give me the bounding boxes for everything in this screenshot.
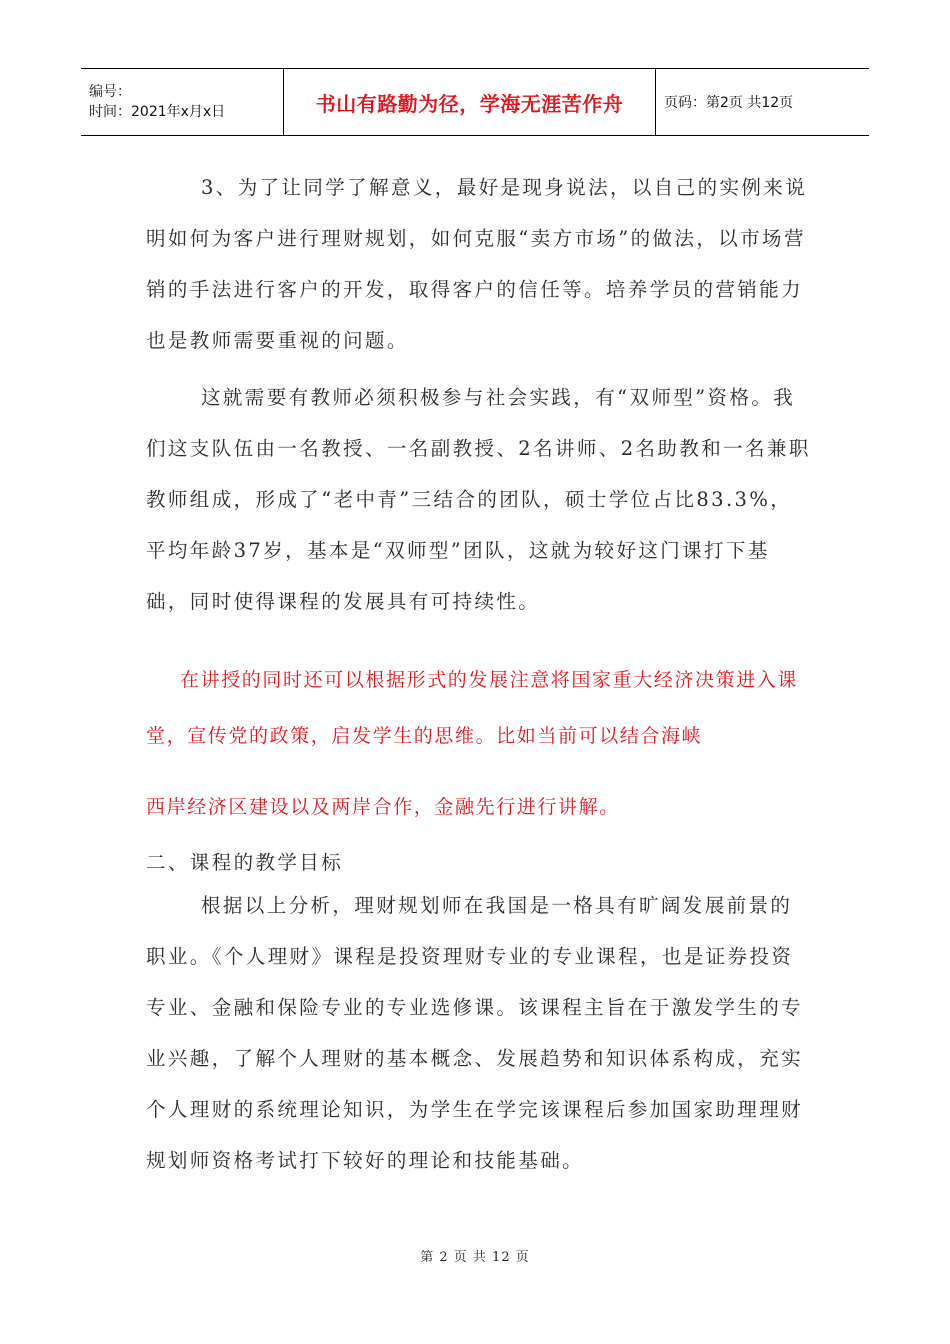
- paragraph-4: 根据以上分析，理财规划师在我国是一格具有旷阔发展前景的职业。《个人理财》课程是投资理财专业的专业课程，也是证券投资专业、金融和保险专业的专业选修课。该课程主旨在于激发学生的专业兴趣，了解个人理财的基本概念、发展趋势和知识体系构成，充实个人理财的系统理论知识，为学生在学完该课程后参加国家助理理财规划师资格考试打下较好的理论和技能基础。: [146, 894, 804, 1172]
- paragraph-2: 这就需要有教师必须积极参与社会实践，有“双师型”资格。我们这支队伍由一名教授、一名副教授、2名讲师、2名助教和一名兼职教师组成，形成了“老中青”三结合的团队，硕士学位占比83.3%，平均年龄37岁，基本是“双师型”团队，这就为较好这门课打下基础，同时使得课程的发展具有可持续性。: [146, 386, 811, 613]
- page-info-text: 页码：第2页 共12页: [664, 95, 794, 111]
- motto-text: 书山有路勤为径，学海无涯苦作舟: [315, 91, 624, 116]
- header-motto: [284, 69, 656, 135]
- page-header: [81, 68, 869, 136]
- paragraph-1: 3、为了让同学了解意义，最好是现身说法，以自己的实例来说明如何为客户进行理财规划，如何克服“卖方市场”的做法，以市场营销的手法进行客户的开发，取得客户的信任等。培养学员的营销能力也是教师需要重视的问题。: [146, 176, 808, 352]
- header-page-info: [656, 69, 869, 135]
- highlight-paragraph-part-1: 在讲授的同时还可以根据形式的发展注意将国家重大经济决策进入课堂，宣传党的政策，启发学生的思维。比如当前可以结合海峡: [146, 669, 799, 747]
- document-number-label: 编号：: [89, 84, 131, 100]
- header-meta: [81, 69, 284, 135]
- footer-page-number: 第 2 页 共 12 页: [420, 1250, 530, 1265]
- page-footer: [0, 1246, 950, 1265]
- highlight-paragraph-part-2: 西岸经济区建设以及两岸合作，金融先行进行讲解。: [146, 796, 620, 818]
- section-heading: 二、课程的教学目标: [146, 850, 344, 874]
- document-date: 时间：2021年x月x日: [89, 104, 226, 120]
